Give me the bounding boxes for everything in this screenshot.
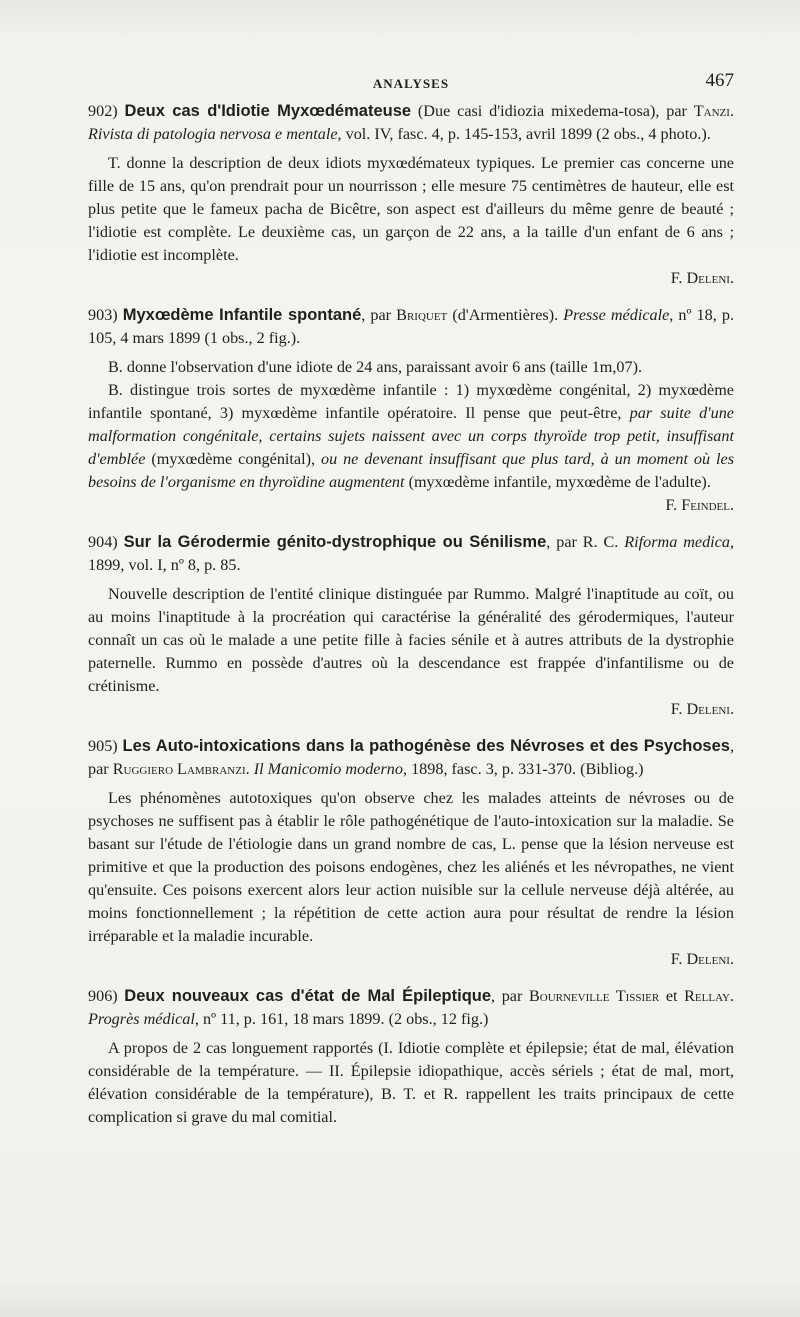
- entry-title: Deux nouveaux cas d'état de Mal Épileptique: [124, 987, 492, 1005]
- reference-text: , 1898, fasc. 3, p. 331-370. (Bibliog.): [402, 760, 644, 778]
- entry-text: [88, 1037, 734, 1129]
- entry-text: [88, 583, 734, 698]
- entry-text: [88, 356, 734, 494]
- signature: F. Feindel.: [665, 496, 734, 514]
- entry-heading: [88, 985, 734, 1031]
- journal-name: Riforma medica: [624, 533, 730, 551]
- entry-text: [88, 787, 734, 948]
- journal-name: Progrès médical: [88, 1010, 195, 1028]
- running-title: ANALYSES: [372, 76, 450, 91]
- reference-text: , 1899, vol. I, nº 8, p. 85.: [88, 533, 734, 574]
- journal-name: Rivista di patologia nervosa e mentale: [88, 125, 338, 143]
- article-body: [88, 100, 734, 1143]
- reference-text: .: [729, 102, 734, 120]
- entry-number: 904): [88, 533, 118, 551]
- reference-text: , vol. IV, fasc. 4, p. 145-153, avril 1899 (2 obs., 4 photo.).: [337, 125, 711, 143]
- reference-text: .: [729, 987, 735, 1005]
- journal-name: Il Manicomio moderno: [253, 760, 403, 778]
- entry-903: [88, 304, 734, 517]
- entry-902: [88, 100, 734, 290]
- author: Rellay: [684, 987, 730, 1005]
- entry-number: 905): [88, 737, 118, 755]
- entry-number: 906): [88, 987, 118, 1005]
- entry-number: 902): [88, 102, 118, 120]
- author: Bourneville Tissier: [528, 987, 660, 1005]
- entry-heading: [88, 531, 734, 577]
- paragraph: Nouvelle description de l'entité clinique distinguée par Rummo. Malgré l'inaptitude au coït, ou au moins l'inaptitude à la procréation qui caractérise la généralité des gérodermiques, l'auteur connaît un cas où le malade a une petite fille à facies sénile et à autres attributs de la dystrophie paternelle. Rummo en possède d'autres où la descendance est frappée d'infantilisme ou de crétinisme.: [88, 585, 734, 695]
- entry-text: [88, 152, 734, 267]
- entry-number: 903): [88, 306, 118, 324]
- entry-906: [88, 985, 734, 1129]
- paragraph: B. donne l'observation d'une idiote de 24 ans, paraissant avoir 6 ans (taille 1m,07).: [108, 358, 643, 376]
- paragraph: Les phénomènes autotoxiques qu'on observe chez les malades atteints de névroses ou de psychoses ne suffisent pas à établir le rôle pathogénétique de l'auto-intoxication sur la maladie. Se basant sur l'étude de l'étiologie dans un grand nombre de cas, L. pense que la lésion nerveuse est primitive et que la production des poisons endogènes, chez les aliénés et les névropathes, ne vient qu'ensuite. Ces poisons exercent alors leur action nuisible sur la cellule nerveuse déjà altérée, au moins fonctionnellement ; la répétition de cette action aura pour résultat de rendre la lésion irréparable et la maladie incurable.: [88, 789, 734, 945]
- reference-text: (Due casi d'idiozia mixedema-tosa), par: [411, 102, 694, 120]
- entry-heading: [88, 304, 734, 350]
- paragraph: T. donne la description de deux idiots myxœdémateux typiques. Le premier cas concerne une fille de 15 ans, qu'on prendrait pour un nourrisson ; elle mesure 75 centimètres de hauteur, elle est plus petite que le fameux pacha de Bicêtre, son aspect est d'ailleurs du même genre de beauté ; l'idiotie est complète. Le deuxième cas, un garçon de 22 ans, a la taille d'un enfant de 6 ans ; l'idiotie est incomplète.: [88, 154, 734, 264]
- author: Tanzi: [693, 102, 730, 120]
- entry-heading: [88, 100, 734, 146]
- reference-text: .: [245, 760, 254, 778]
- reference-text: , par R. C.: [546, 533, 625, 551]
- entry-heading: [88, 735, 734, 781]
- reference-text: , par: [361, 306, 397, 324]
- reference-text: , par: [88, 737, 734, 778]
- signature: F. Deleni.: [670, 269, 734, 287]
- entry-title: Les Auto-intoxications dans la pathogénèse des Névroses et des Psychoses: [122, 737, 730, 755]
- entry-905: [88, 735, 734, 971]
- page-number: 467: [705, 70, 734, 91]
- paragraph: B. distingue trois sortes de myxœdème infantile : 1) myxœdème congénital, 2) myxœdème infantile spontané, 3) myxœdème infantile opératoire. Il pense que peut-être, par suite d'une malformation congénitale, certains sujets naissent avec un corps thyroïde trop petit, insuffisant d'emblée (myxœdème congénital), ou ne devenant insuffisant que plus tard, à un moment où les besoins de l'organisme en thyroïdine augmentent (myxœdème infantile, myxœdème de l'adulte).: [88, 381, 734, 491]
- reference-text: et: [659, 987, 685, 1005]
- reference-text: (d'Armentières).: [447, 306, 564, 324]
- entry-title: Myxœdème Infantile spontané: [122, 306, 362, 324]
- entry-title: Sur la Gérodermie génito-dystrophique ou Sénilisme: [123, 533, 547, 551]
- journal-name: Presse médicale: [563, 306, 670, 324]
- reference-text: , par: [491, 987, 529, 1005]
- signature: F. Deleni.: [670, 950, 734, 968]
- reference-text: , nº 18, p. 105, 4 mars 1899 (1 obs., 2 fig.).: [88, 306, 734, 347]
- author: Ruggiero Lambranzi: [112, 760, 246, 778]
- signature: F. Deleni.: [670, 700, 734, 718]
- reference-text: , nº 11, p. 161, 18 mars 1899. (2 obs., 12 fig.): [194, 1010, 489, 1028]
- paragraph: A propos de 2 cas longuement rapportés (I. Idiotie complète et épilepsie; état de mal, élévation considérable de la température. — II. Épilepsie idiopathique, accès sériels ; état de mal, mort, élévation considérable de la température), B. T. et R. rappellent les traits principaux de cette complication si grave du mal comitial.: [88, 1039, 734, 1126]
- entry-title: Deux cas d'Idiotie Myxœdémateuse: [124, 102, 412, 120]
- author: Briquet: [396, 306, 448, 324]
- page-header: [88, 66, 734, 96]
- entry-904: [88, 531, 734, 721]
